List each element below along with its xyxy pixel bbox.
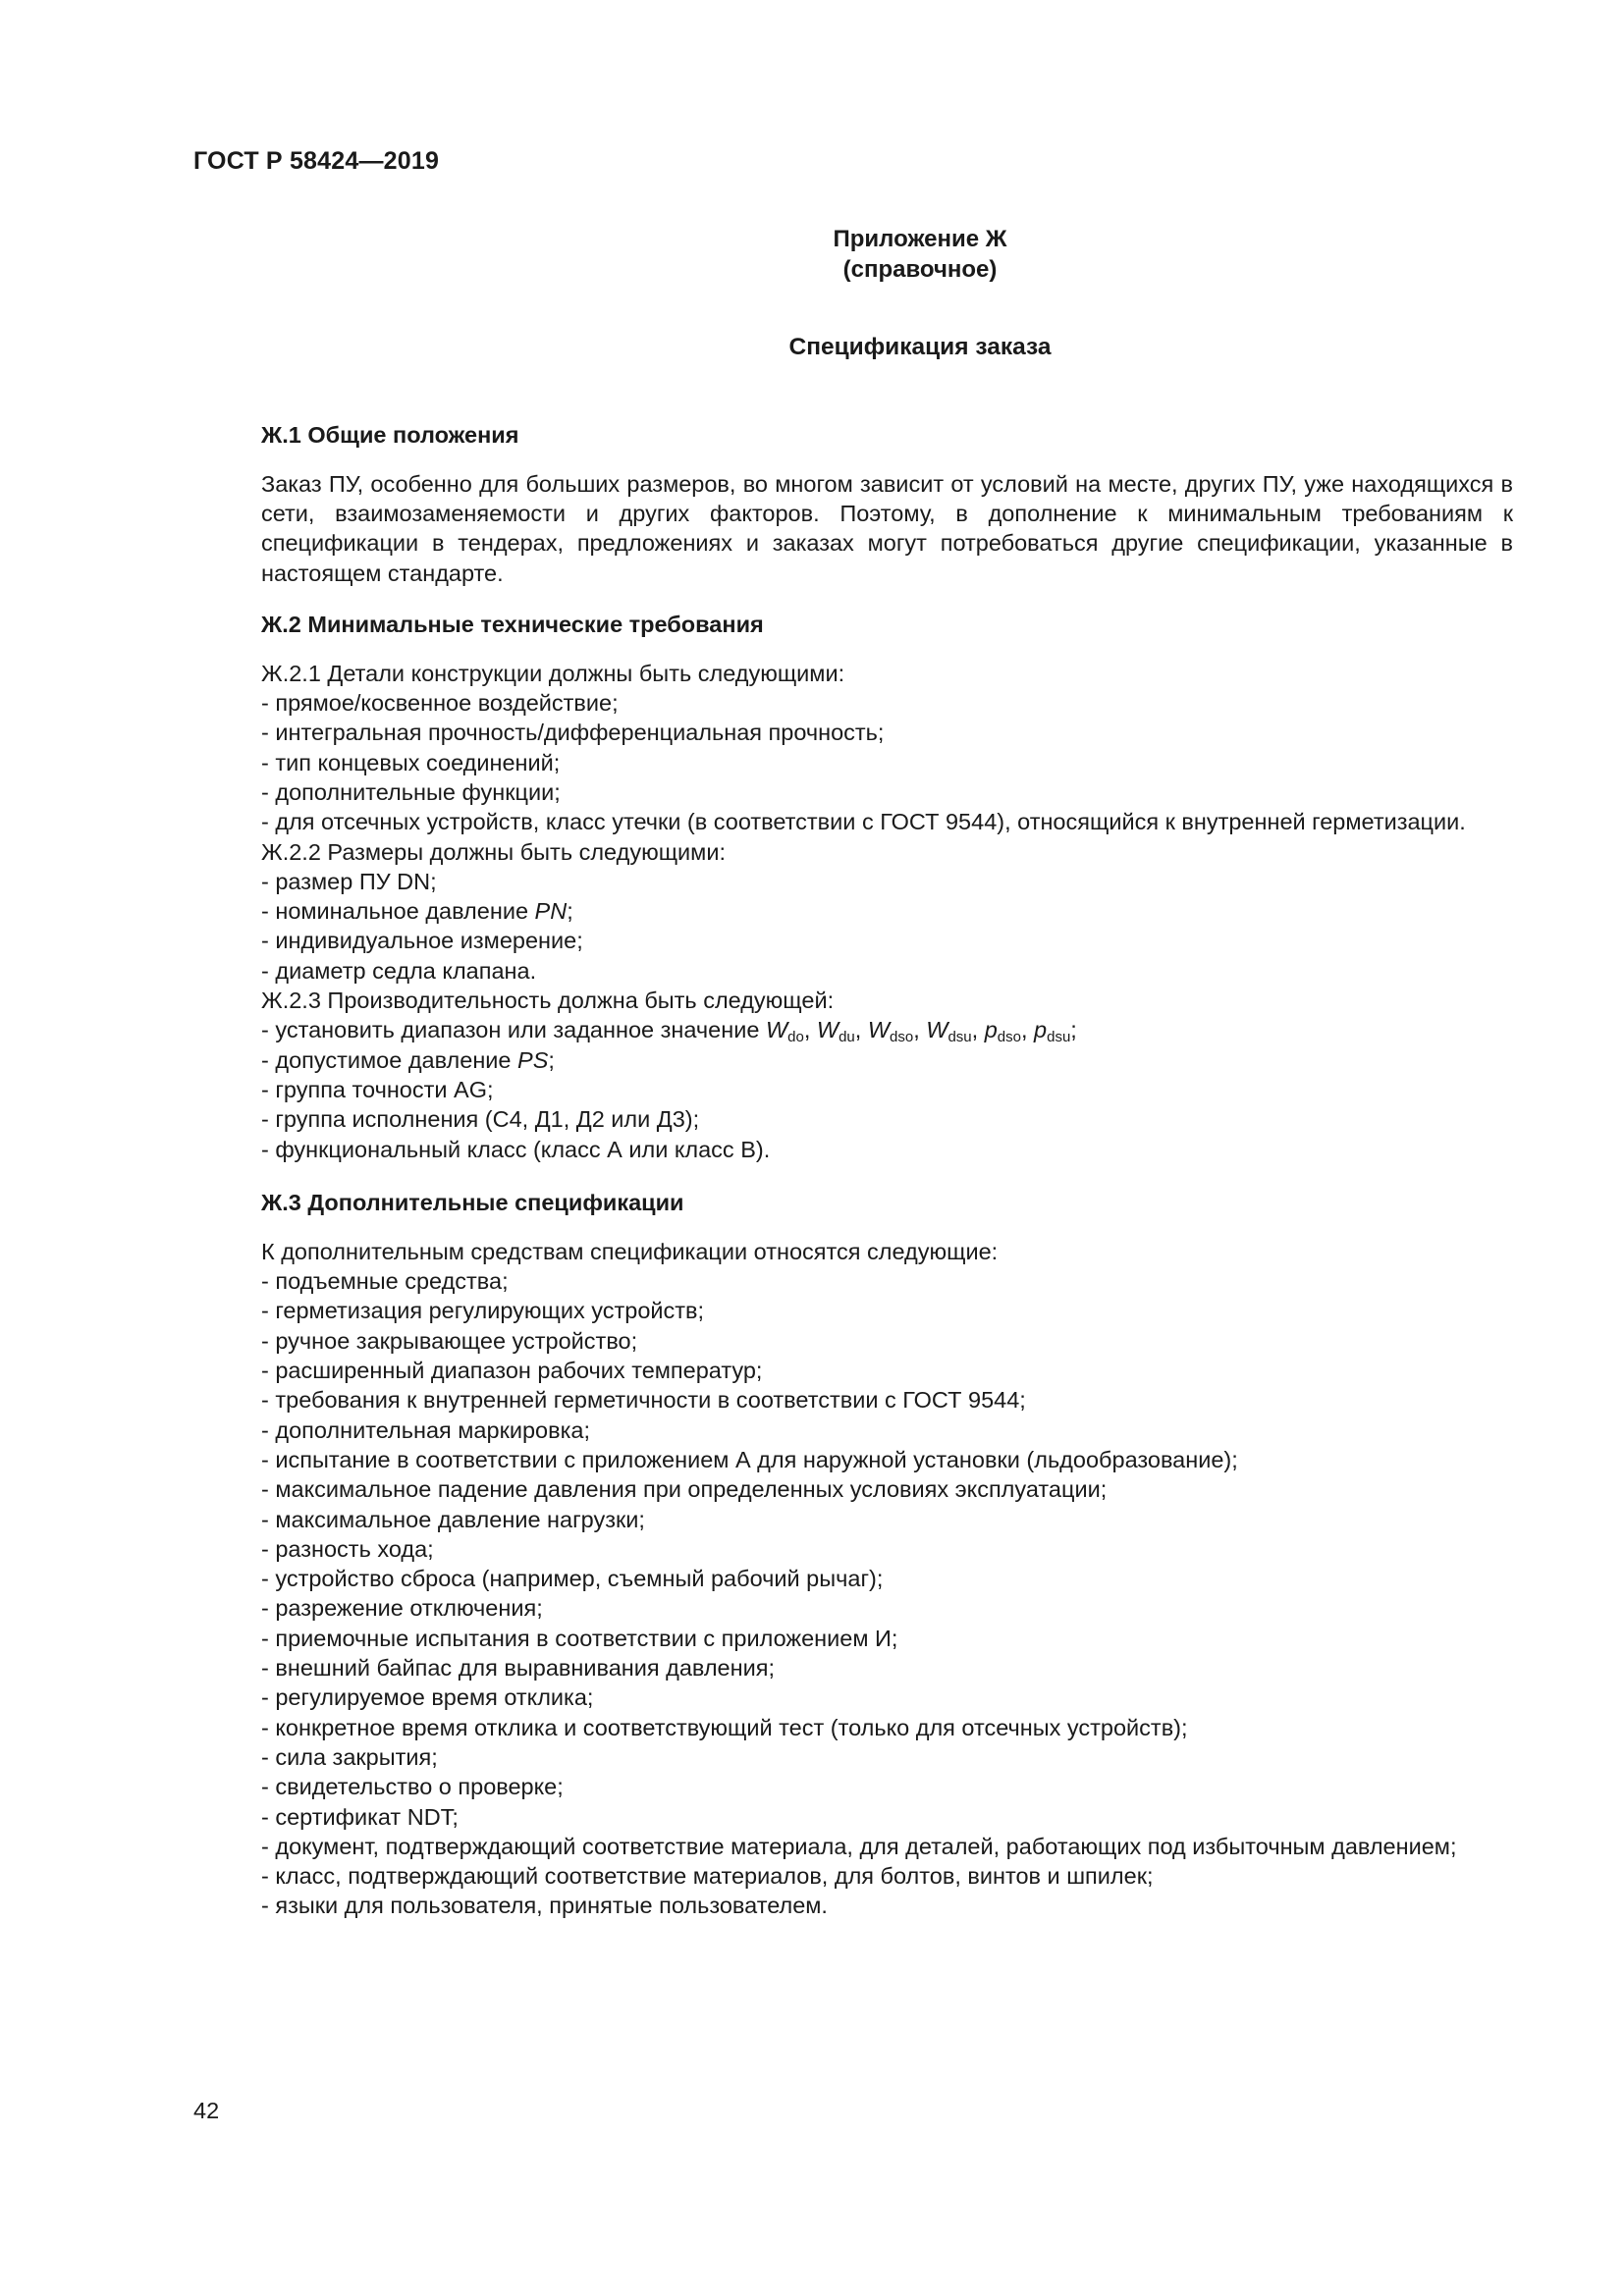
list-item: - свидетельство о проверке; — [261, 1774, 564, 1800]
list-item: - требования к внутренней герметичности в соответствии с ГОСТ 9544; — [261, 1387, 1026, 1414]
list-item: - конкретное время отклика и соответствующий тест (только для отсечных устройств); — [261, 1714, 1188, 1740]
list-item: - разрежение отключения; — [261, 1595, 543, 1622]
list-item: - дополнительная маркировка; — [261, 1416, 591, 1443]
range-line: - установить диапазон или заданное значение $W_{do}$, $W_{du}$, $W_{dso}$, $W_{dsu}$, $p_{dso}$, $p_{dsu}$; — [261, 1017, 1077, 1046]
document-standard-id: ГОСТ Р 58424—2019 — [193, 147, 440, 175]
section-2-list-b — [261, 926, 1513, 1015]
list-item: - внешний байпас для выравнивания давления; — [261, 1655, 775, 1682]
list-item: - подъемные средства; — [261, 1268, 509, 1295]
list-item: - максимальное давление нагрузки; — [261, 1506, 645, 1532]
ps-line: - допустимое давление PS; — [261, 1046, 555, 1073]
list-item: - группа исполнения (С4, Д1, Д2 или Д3); — [261, 1106, 700, 1133]
section-1-paragraph: Заказ ПУ, особенно для больших размеров, во многом зависит от условий на месте, других ПУ, уже находящихся в сети, взаимозаменяемости и других факторов. Поэтому, в дополнение к минимальным требованиям к спецификации в тендерах, предложениях и заказах могут потребоваться другие спецификации, указанные в настоящем стандарте. — [261, 471, 1513, 586]
document-body — [261, 420, 1513, 1921]
list-item: - тип концевых соединений; — [261, 749, 561, 775]
list-item: - функциональный класс (класс А или класс В). — [261, 1136, 771, 1162]
list-item: - испытание в соответствии с приложением А для наружной установки (льдообразование); — [261, 1446, 1238, 1472]
list-item: Ж.2.1 Детали конструкции должны быть следующими: — [261, 660, 845, 686]
list-item: - языки для пользователя, принятые пользователем. — [261, 1893, 828, 1919]
list-item: - индивидуальное измерение; — [261, 928, 583, 954]
list-item: - диаметр седла клапана. — [261, 957, 537, 984]
list-item: - расширенный диапазон рабочих температур; — [261, 1358, 763, 1384]
section-1-heading: Ж.1 Общие положения — [261, 422, 519, 448]
list-item: - сертификат NDT; — [261, 1803, 459, 1830]
list-item: Ж.2.2 Размеры должны быть следующими: — [261, 838, 726, 865]
list-item: - дополнительные функции; — [261, 779, 561, 805]
appendix-heading — [0, 224, 1624, 285]
section-2-heading: Ж.2 Минимальные технические требования — [261, 611, 764, 637]
list-item: - размер ПУ DN; — [261, 868, 437, 894]
pn-line: - номинальное давление PN; — [261, 898, 573, 925]
list-item: - класс, подтверждающий соответствие материалов, для болтов, винтов и шпилек; — [261, 1863, 1154, 1890]
list-item: - максимальное падение давления при определенных условиях эксплуатации; — [261, 1476, 1108, 1503]
list-item: - для отсечных устройств, класс утечки (в соответствии с ГОСТ 9544), относящийся к внутренней герметизации. — [261, 809, 1466, 835]
list-item: - документ, подтверждающий соответствие материала, для деталей, работающих под избыточным давлением; — [261, 1833, 1457, 1859]
section-3-list — [261, 1237, 1513, 1921]
list-item: - устройство сброса (например, съемный рабочий рычаг); — [261, 1566, 884, 1592]
list-item: - прямое/косвенное воздействие; — [261, 690, 619, 717]
list-item: - герметизация регулирующих устройств; — [261, 1298, 705, 1324]
page-number: 42 — [193, 2098, 220, 2123]
section-2-list-a — [261, 659, 1513, 896]
appendix-label: Приложение Ж — [833, 226, 1007, 252]
document-title: Спецификация заказа — [788, 334, 1052, 360]
list-item: - сила закрытия; — [261, 1743, 438, 1770]
list-item: Ж.2.3 Производительность должна быть следующей: — [261, 988, 835, 1014]
list-item: - группа точности AG; — [261, 1076, 494, 1102]
list-item: - разность хода; — [261, 1535, 434, 1562]
list-item: - ручное закрывающее устройство; — [261, 1327, 638, 1354]
list-item: К дополнительным средствам спецификации относятся следующие: — [261, 1238, 999, 1264]
appendix-type: (справочное) — [842, 256, 998, 283]
list-item: - интегральная прочность/дифференциальная прочность; — [261, 720, 885, 746]
list-item: - приемочные испытания в соответствии с приложением И; — [261, 1625, 898, 1651]
section-2-list-c — [261, 1075, 1513, 1164]
section-3-heading: Ж.3 Дополнительные спецификации — [261, 1189, 684, 1215]
list-item: - регулируемое время отклика; — [261, 1684, 594, 1711]
